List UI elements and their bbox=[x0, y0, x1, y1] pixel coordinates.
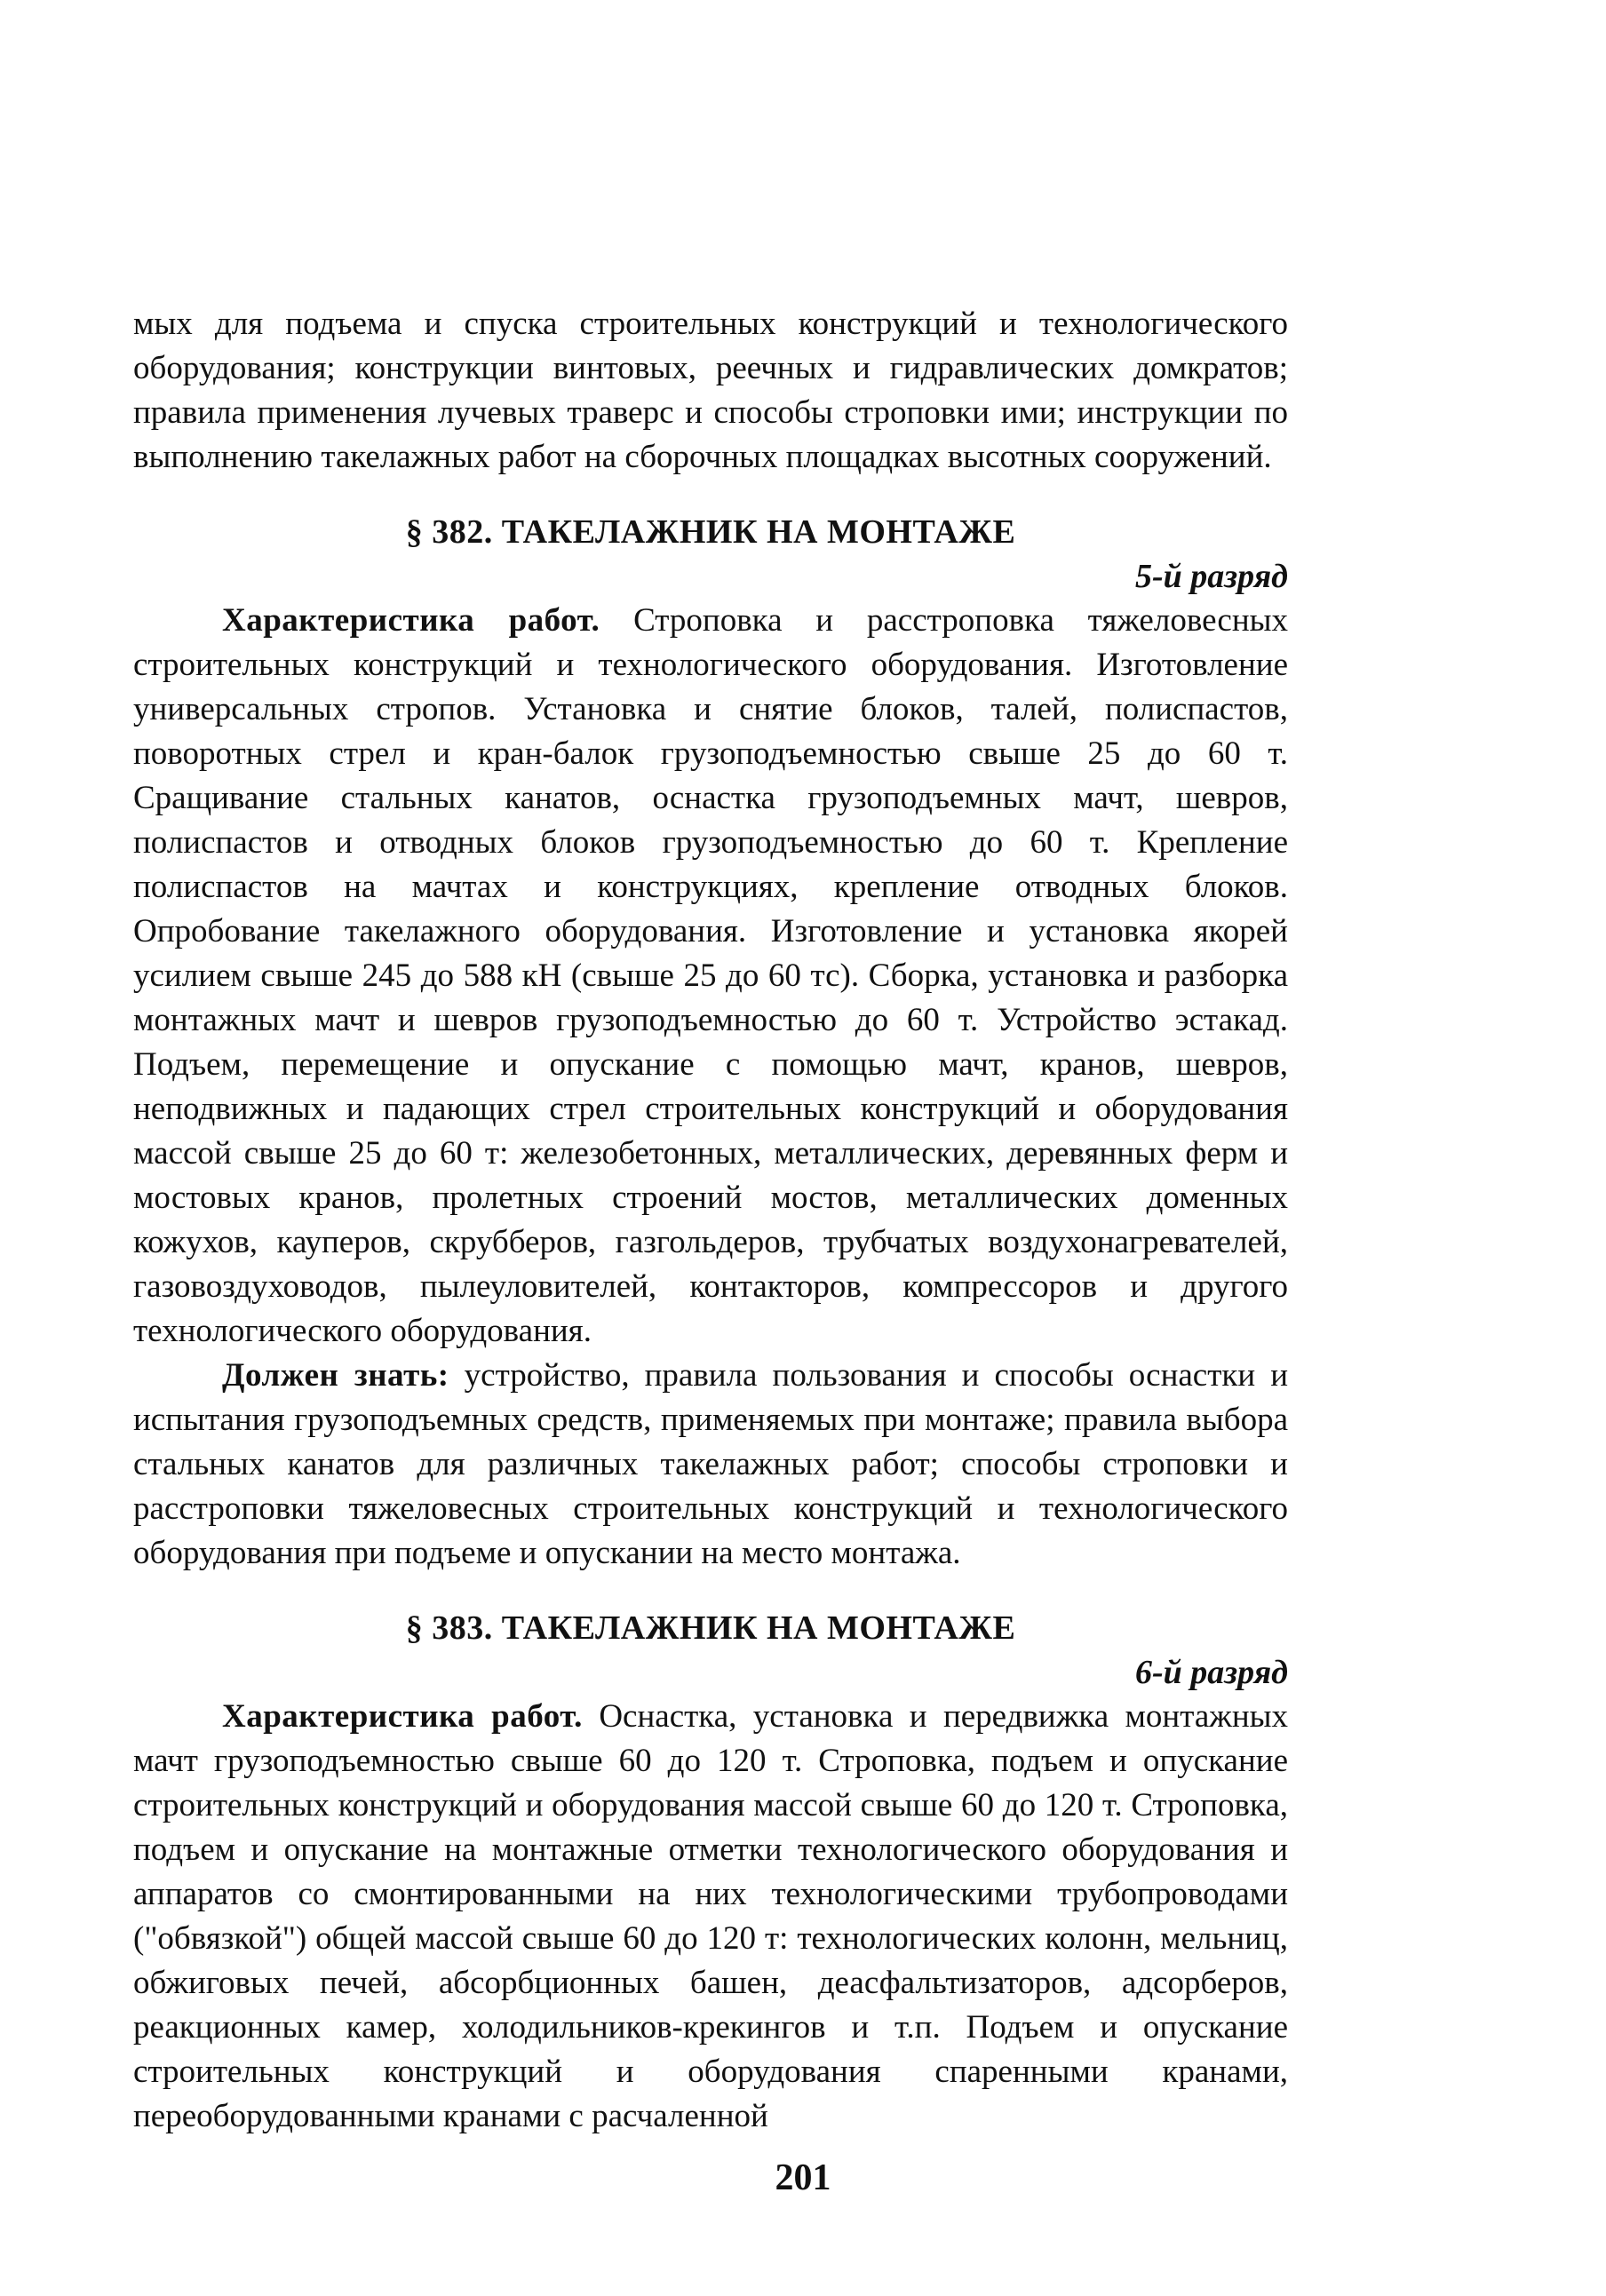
section-382-knowledge-label: Должен знать: bbox=[222, 1357, 449, 1394]
section-382-rank: 5-й разряд bbox=[1134, 558, 1288, 595]
document-page bbox=[133, 302, 1288, 2139]
section-382-heading: § 382. ТАКЕЛАЖНИК НА МОНТАЖЕ bbox=[405, 513, 1016, 551]
section-383-work-paragraph bbox=[133, 1695, 1288, 2139]
section-382 bbox=[133, 510, 1288, 1576]
section-383-rank: 6-й разряд bbox=[1134, 1654, 1288, 1691]
intro-paragraph: мых для подъема и спуска строительных конструкций и технологического оборудования; конструкции винтовых, реечных и гидравлических домкратов; правила применения лучевых траверс и способы строповки ими; инструкции по выполнению такелажных работ на сборочных площадках высотных сооружений. bbox=[133, 306, 1288, 475]
section-383-work-label: Характеристика работ. bbox=[222, 1698, 583, 1735]
section-382-knowledge-text: устройство, правила пользования и способы оснастки и испытания грузоподъемных средств, применяемых при монтаже; правила выбора стальных канатов для различных такелажных работ; способы строповки и расстроповки тяжеловесных строительных конструкций и технологического оборудования при подъеме и опускании на место монтажа. bbox=[133, 1357, 1288, 1571]
section-382-work-text: Строповка и расстроповка тяжеловесных строительных конструкций и технологического оборудования. Изготовление универсальных стропов. Установка и снятие блоков, талей, полиспастов, поворотных стрел и кран-балок грузоподъемностью свыше 25 до 60 т. Сращивание стальных канатов, оснастка грузоподъемных мачт, шевров, полиспастов и отводных блоков грузоподъемностью до 60 т. Крепление полиспастов на мачтах и конструкциях, крепление отводных блоков. Опробование такелажного оборудования. Изготовление и установка якорей усилием свыше 245 до 588 кН (свыше 25 до 60 тс). Сборка, установка и разборка монтажных мачт и шевров грузоподъемностью до 60 т. Устройство эстакад. Подъем, перемещение и опускание с помощью мачт, кранов, шевров, неподвижных и падающих стрел строительных конструкций и оборудования массой свыше 25 до 60 т: железобетонных, металлических, деревянных ферм и мостовых кранов, пролетных строений мостов, металлических доменных кожухов, кауперов, скрубберов, газгольдеров, трубчатых воздухонагревателей, газовоздуховодов, пылеуловителей, контакторов, компрессоров и другого технологического оборудования. bbox=[133, 602, 1288, 1349]
section-383-heading: § 383. ТАКЕЛАЖНИК НА МОНТАЖЕ bbox=[405, 1609, 1016, 1647]
section-382-work-label: Характеристика работ. bbox=[222, 602, 600, 639]
page-number: 201 bbox=[775, 2157, 831, 2198]
section-382-knowledge-paragraph bbox=[133, 1354, 1288, 1576]
section-383-work-text: Оснастка, установка и передвижка монтажных мачт грузоподъемностью свыше 60 до 120 т. Строповка, подъем и опускание строительных конструкций и оборудования массой свыше 60 до 120 т. Строповка, подъем и опускание на монтажные отметки технологического оборудования и аппаратов со смонтированными на них технологическими трубопроводами ("обвязкой") общей массой свыше 60 до 120 т: технологических колонн, мельниц, обжиговых печей, абсорбционных башен, деасфальтизаторов, адсорберов, реакционных камер, холодильников-крекингов и т.п. Подъем и опускание строительных конструкций и оборудования спаренными кранами, переоборудованными кранами с расчаленной bbox=[133, 1698, 1289, 2134]
section-382-work-paragraph bbox=[133, 599, 1288, 1354]
section-383 bbox=[133, 1606, 1288, 2139]
